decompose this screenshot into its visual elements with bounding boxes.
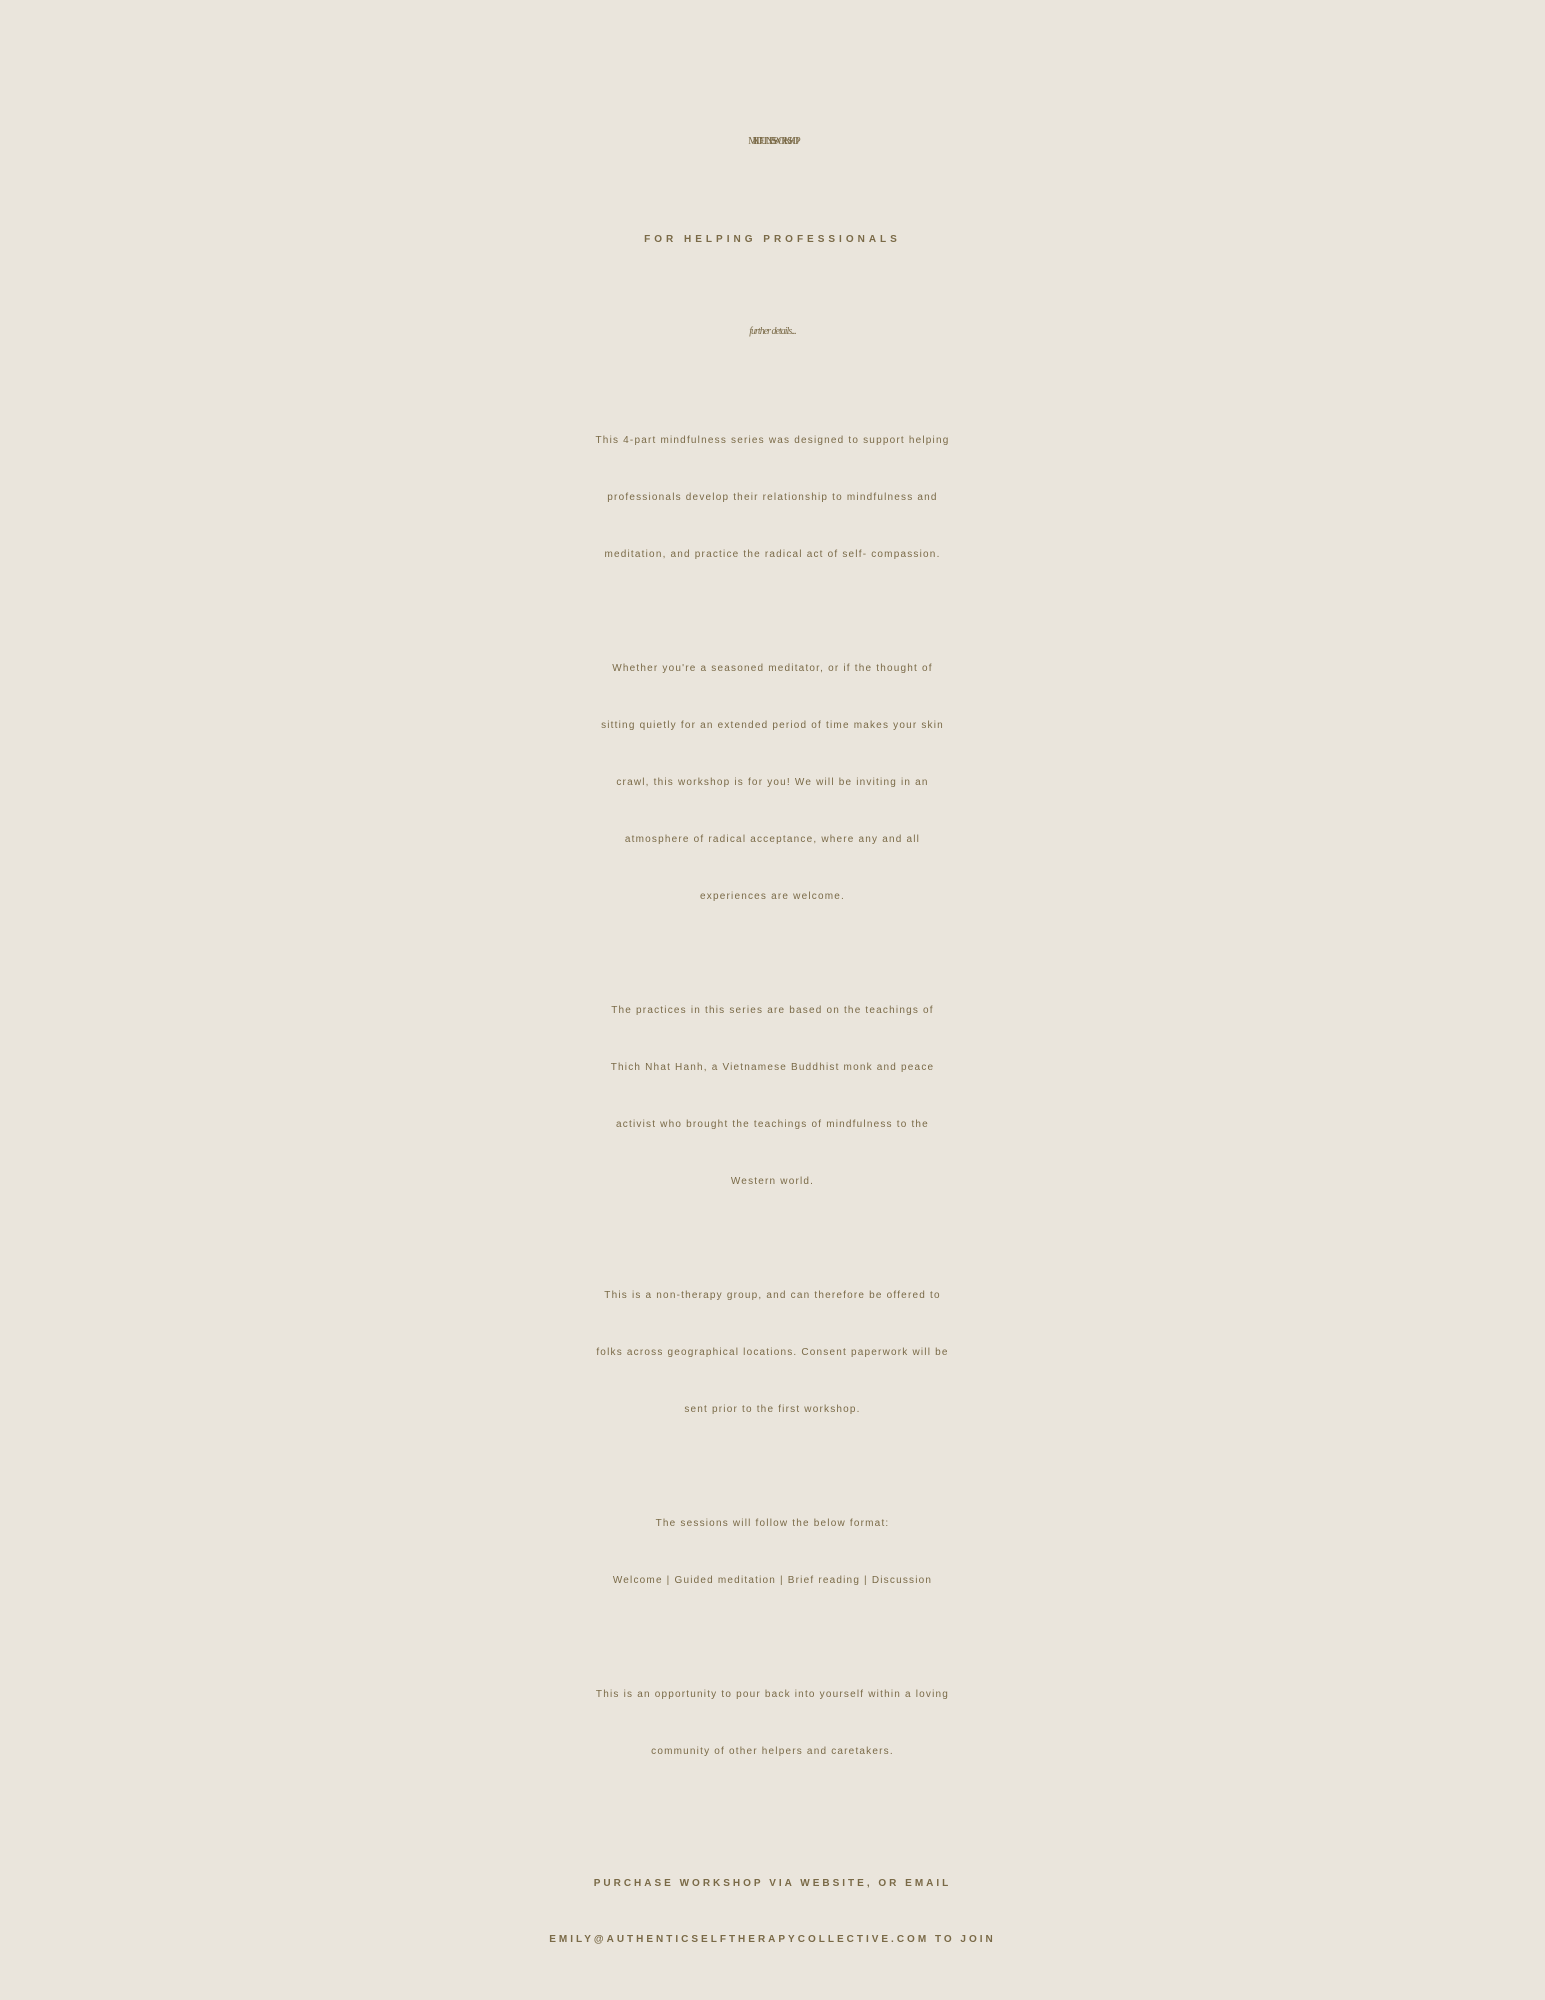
text-line: crawl, this workshop is for you! We will be inviting in an: [616, 777, 929, 788]
text-line: This is an opportunity to pour back into yourself within a loving: [595, 1689, 950, 1700]
text-line: experiences are welcome.: [700, 891, 845, 902]
text-line: This 4-part mindfulness series was designed to support helping: [595, 435, 950, 446]
text-line: meditation, and practice the radical act of self- compassion.: [604, 549, 941, 560]
description-body: [120, 412, 1425, 1837]
text-line: Whether you're a seasoned meditator, or if the thought of: [612, 663, 933, 674]
paragraph-audience: [120, 640, 1425, 925]
cta-line-email: EMILY@AUTHENTICSELFTHERAPYCOLLECTIVE.COM TO JOIN: [549, 1934, 996, 1945]
text-line: sent prior to the first workshop.: [684, 1404, 861, 1415]
paragraph-opportunity: [120, 1666, 1425, 1780]
call-to-action: [0, 1856, 1545, 1968]
text-line: Thich Nhat Hanh, a Vietnamese Buddhist monk and peace: [610, 1062, 935, 1073]
text-line: community of other helpers and caretakers.: [651, 1746, 894, 1757]
page-subtitle: FOR HELPING PROFESSIONALS: [644, 234, 901, 245]
session-format-list: Welcome | Guided meditation | Brief reading | Discussion: [612, 1575, 933, 1586]
text-line: Western world.: [730, 1176, 815, 1187]
text-line: folks across geographical locations. Consent paperwork will be: [596, 1347, 949, 1358]
paragraph-session-format: [120, 1495, 1425, 1609]
text-line: The sessions will follow the below format:: [655, 1518, 890, 1529]
paragraph-non-therapy: [120, 1267, 1425, 1438]
paragraph-series-intro: [120, 412, 1425, 583]
text-line: sitting quietly for an extended period of time makes your skin: [601, 720, 944, 731]
text-line: atmosphere of radical acceptance, where any and all: [624, 834, 921, 845]
cta-line-purchase: PURCHASE WORKSHOP VIA WEBSITE, OR EMAIL: [593, 1878, 952, 1889]
text-line: This is a non-therapy group, and can therefore be offered to: [604, 1290, 941, 1301]
text-line: professionals develop their relationship to mindfulness and: [607, 492, 938, 503]
text-line: The practices in this series are based on the teachings of: [611, 1005, 934, 1016]
tagline: further details...: [749, 326, 796, 337]
text-line: activist who brought the teachings of mindfulness to the: [616, 1119, 929, 1130]
paragraph-teachings: [120, 982, 1425, 1210]
page-title: MINDFULNESS WORKSHOP: [748, 136, 797, 147]
